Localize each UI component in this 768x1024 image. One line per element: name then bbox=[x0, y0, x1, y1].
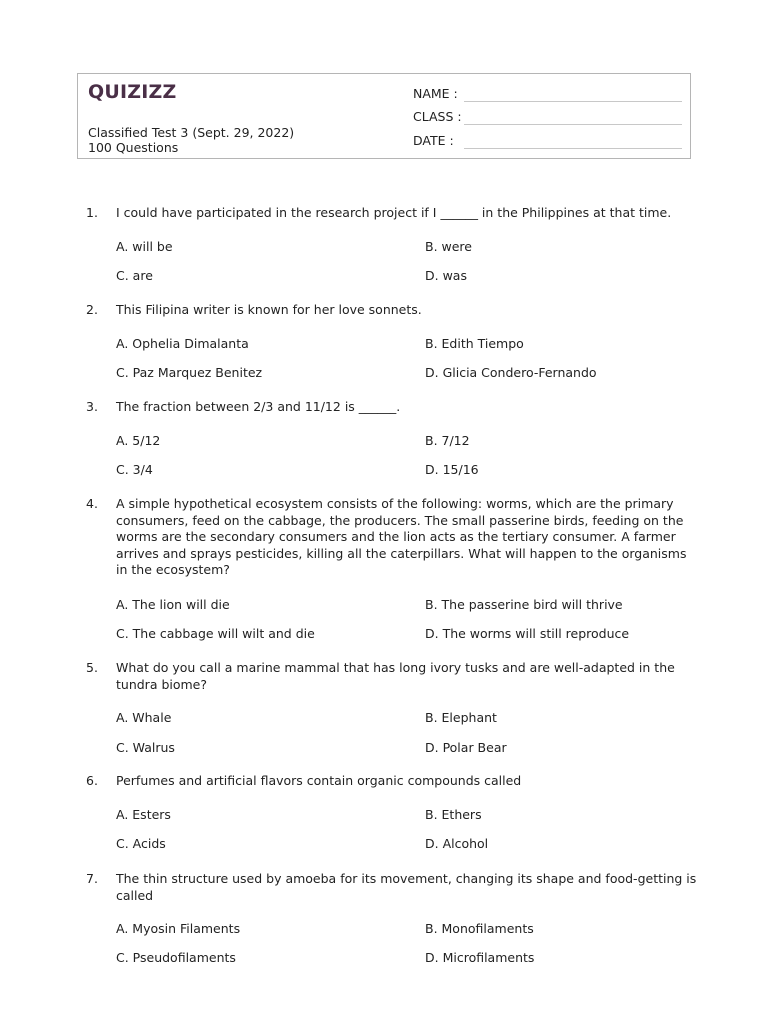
option-d: D. Alcohol bbox=[425, 836, 489, 851]
option-a: A. Myosin Filaments bbox=[116, 921, 241, 936]
question-number: 1. bbox=[86, 205, 98, 220]
question-number: 6. bbox=[86, 773, 98, 788]
option-d: D. Microfilaments bbox=[425, 950, 535, 965]
date-line bbox=[464, 148, 682, 149]
option-b: B. were bbox=[425, 239, 472, 254]
quiz-header bbox=[77, 73, 691, 159]
question-text: A simple hypothetical ecosystem consists of the following: worms, which are the primary consumers, feed on the cabbage, the producers. The small passerine birds, feeding on the worms are the secondary consumers and the lion acts as the tertiary consumer. A farmer arrives and sprays pesticides, killing all the caterpillars. What will happen to the organisms in the ecosystem? bbox=[116, 496, 687, 577]
option-b: B. The passerine bird will thrive bbox=[425, 597, 623, 612]
question-text: I could have participated in the research project if I ______ in the Philippines at that time. bbox=[116, 205, 672, 220]
option-c: C. Walrus bbox=[116, 740, 175, 755]
class-label: CLASS : bbox=[413, 109, 462, 124]
date-label: DATE : bbox=[413, 133, 454, 148]
question-count: 100 Questions bbox=[88, 140, 179, 155]
question-number: 2. bbox=[86, 302, 98, 317]
option-b: B. Ethers bbox=[425, 807, 482, 822]
option-b: B. Monofilaments bbox=[425, 921, 534, 936]
question-number: 7. bbox=[86, 871, 98, 886]
test-title: Classified Test 3 (Sept. 29, 2022) bbox=[88, 125, 295, 140]
class-line bbox=[464, 124, 682, 125]
option-b: B. 7/12 bbox=[425, 433, 470, 448]
option-c: C. Paz Marquez Benitez bbox=[116, 365, 263, 380]
option-c: C. 3/4 bbox=[116, 462, 153, 477]
option-d: D. was bbox=[425, 268, 467, 283]
option-c: C. The cabbage will wilt and die bbox=[116, 626, 315, 641]
option-b: B. Elephant bbox=[425, 710, 497, 725]
question-text: What do you call a marine mammal that has long ivory tusks and are well-adapted in the tundra biome? bbox=[116, 660, 675, 692]
question-text: This Filipina writer is known for her love sonnets. bbox=[116, 302, 422, 317]
name-label: NAME : bbox=[413, 86, 458, 101]
question-text: The fraction between 2/3 and 11/12 is ______. bbox=[116, 399, 401, 414]
question-number: 5. bbox=[86, 660, 98, 675]
name-line bbox=[464, 101, 682, 102]
option-c: C. Acids bbox=[116, 836, 166, 851]
option-a: A. Ophelia Dimalanta bbox=[116, 336, 249, 351]
question-number: 3. bbox=[86, 399, 98, 414]
option-d: D. 15/16 bbox=[425, 462, 479, 477]
quizizz-logo: QUIZIZZ bbox=[88, 81, 177, 103]
option-c: C. are bbox=[116, 268, 153, 283]
option-d: D. Glicia Condero-Fernando bbox=[425, 365, 597, 380]
question-number: 4. bbox=[86, 496, 98, 511]
question-text: The thin structure used by amoeba for its movement, changing its shape and food-getting is called bbox=[116, 871, 697, 903]
option-d: D. Polar Bear bbox=[425, 740, 507, 755]
option-b: B. Edith Tiempo bbox=[425, 336, 524, 351]
option-a: A. Esters bbox=[116, 807, 171, 822]
option-c: C. Pseudofilaments bbox=[116, 950, 236, 965]
option-d: D. The worms will still reproduce bbox=[425, 626, 630, 641]
option-a: A. 5/12 bbox=[116, 433, 161, 448]
question-text: Perfumes and artificial flavors contain organic compounds called bbox=[116, 773, 522, 788]
option-a: A. Whale bbox=[116, 710, 172, 725]
option-a: A. The lion will die bbox=[116, 597, 230, 612]
option-a: A. will be bbox=[116, 239, 173, 254]
